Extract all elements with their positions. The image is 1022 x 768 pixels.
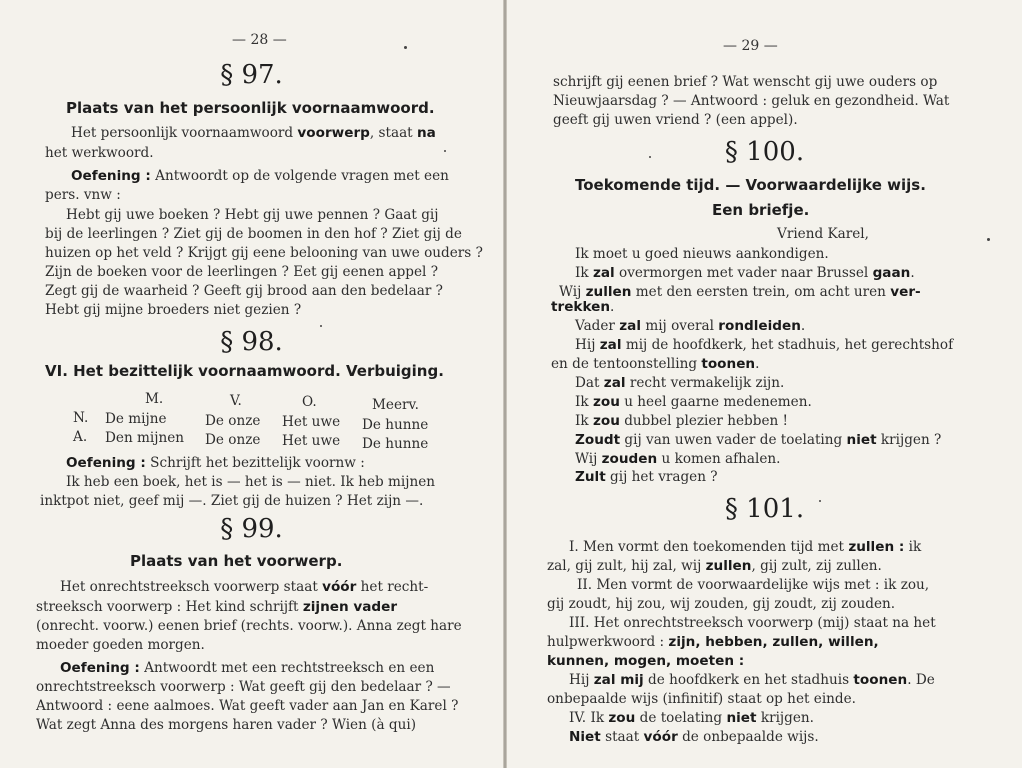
exercise-line: Zijn de boeken voor de leerlingen ? Eet gij eenen appel ?	[45, 264, 439, 280]
text-line: Hij zal mij de hoofdkerk, het stadhuis, het gerechtshof	[575, 337, 954, 353]
text-line: Dat zal recht vermakelijk zijn.	[575, 375, 785, 391]
ink-speck	[649, 156, 651, 158]
text-line: Wij zullen met den eersten trein, om acht uren ver-	[559, 284, 921, 300]
exercise-line: Oefening : Schrijft het bezittelijk voornw :	[66, 455, 365, 471]
section-99-heading: Plaats van het voorwerp.	[130, 552, 343, 570]
section-100-title: § 100.	[724, 137, 805, 167]
exercise-line: inktpot niet, geef mij —. Ziet gij de huizen ? Het zijn —.	[40, 493, 424, 509]
table-cell: A.	[73, 429, 88, 445]
exercise-line: Oefening : Antwoordt met een rechtstreeksch en een	[60, 660, 435, 676]
exercise-line: Wat zegt Anna des morgens haren vader ? Wien (à qui)	[36, 717, 417, 733]
rule-line: (onrecht. voorw.) eenen brief (rechts. voorw.). Anna zegt hare	[36, 618, 462, 634]
rule-line: Het onrechtstreeksch voorwerp staat vóór het recht-	[60, 579, 429, 595]
table-cell: De hunne	[362, 436, 429, 452]
text-line: Nieuwjaarsdag ? — Antwoord : geluk en gezondheid. Wat	[553, 93, 950, 109]
table-cell: Den mijnen	[105, 430, 185, 446]
rule-line: hulpwerkwoord : zijn, hebben, zullen, willen,	[547, 634, 879, 650]
section-99-title: § 99.	[220, 514, 283, 544]
rule-line: Het persoonlijk voornaamwoord voorwerp, staat na	[71, 125, 436, 141]
ink-speck	[404, 46, 407, 49]
table-header: M.	[145, 391, 164, 407]
table-cell: Het uwe	[282, 414, 341, 430]
rule-line: Niet staat vóór de onbepaalde wijs.	[569, 729, 819, 745]
section-100-subheading: Een briefje.	[712, 201, 810, 219]
text-line: schrijft gij eenen brief ? Wat wenscht gij uwe ouders op	[553, 74, 938, 90]
table-cell: N.	[73, 410, 89, 426]
exercise-line: Ik heb een boek, het is — het is — niet. Ik heb mijnen	[66, 474, 436, 490]
exercise-line: huizen op het veld ? Krijgt gij eene belooning van uwe ouders ?	[45, 245, 483, 261]
rule-line: moeder goeden morgen.	[36, 637, 205, 653]
rule-line: IV. Ik zou de toelating niet krijgen.	[569, 710, 814, 726]
rule-line: III. Het onrechtstreeksch voorwerp (mij) staat na het	[569, 615, 936, 631]
text-line: Ik moet u goed nieuws aankondigen.	[575, 246, 829, 262]
text-line: Zoudt gij van uwen vader de toelating niet krijgen ?	[575, 432, 942, 448]
exercise-line: bij de leerlingen ? Ziet gij de boomen in den hof ? Ziet gij de	[45, 226, 462, 242]
page-number: — 29 —	[723, 38, 778, 54]
ink-speck	[819, 500, 821, 502]
rule-line: Hij zal mij de hoofdkerk en het stadhuis toonen. De	[569, 672, 935, 688]
exercise-line: Antwoord : eene aalmoes. Wat geeft vader aan Jan en Karel ?	[36, 698, 459, 714]
rule-line: onbepaalde wijs (infinitif) staat op het einde.	[547, 691, 856, 707]
ink-speck	[444, 150, 446, 152]
ink-speck	[320, 325, 322, 327]
rule-line: kunnen, mogen, moeten :	[547, 653, 745, 669]
table-cell: Het uwe	[282, 433, 341, 449]
table-cell: De onze	[205, 413, 261, 429]
exercise-line: Oefening : Antwoordt op de volgende vragen met een	[71, 168, 449, 184]
exercise-line: pers. vnw :	[45, 187, 121, 203]
exercise-line: Hebt gij mijne broeders niet gezien ?	[45, 302, 302, 318]
exercise-line: Zegt gij de waarheid ? Geeft gij brood aan den bedelaar ?	[45, 283, 443, 299]
right-page	[507, 0, 1022, 768]
table-cell: De onze	[205, 432, 261, 448]
table-header: V.	[230, 393, 242, 409]
section-98-heading: VI. Het bezittelijk voornaamwoord. Verbuiging.	[45, 362, 444, 380]
table-cell: De mijne	[105, 411, 167, 427]
section-97-heading: Plaats van het persoonlijk voornaamwoord.	[66, 99, 435, 117]
text-line: en de tentoonstelling toonen.	[551, 356, 760, 372]
rule-line: II. Men vormt de voorwaardelijke wijs met : ik zou,	[577, 577, 930, 593]
rule-line: zal, gij zult, hij zal, wij zullen, gij zult, zij zullen.	[547, 558, 882, 574]
rule-line: streeksch voorwerp : Het kind schrijft zijnen vader	[36, 599, 398, 615]
rule-line: het werkwoord.	[45, 145, 154, 161]
section-101-title: § 101.	[724, 494, 805, 524]
text-line: Vriend Karel,	[777, 226, 869, 242]
text-line: Vader zal mij overal rondleiden.	[575, 318, 806, 334]
text-line: Wij zouden u komen afhalen.	[575, 451, 781, 467]
text-line: trekken.	[551, 299, 615, 315]
exercise-line: Hebt gij uwe boeken ? Hebt gij uwe pennen ? Gaat gij	[66, 207, 439, 223]
text-line: Ik zou u heel gaarne medenemen.	[575, 394, 812, 410]
text-line: Ik zal overmorgen met vader naar Brussel gaan.	[575, 265, 915, 281]
text-line: Zult gij het vragen ?	[575, 469, 718, 485]
text-line: geeft gij uwen vriend ? (een appel).	[553, 112, 798, 128]
left-page	[0, 0, 503, 768]
table-header: O.	[302, 394, 317, 410]
section-98-title: § 98.	[220, 327, 283, 357]
text-line: Ik zou dubbel plezier hebben !	[575, 413, 789, 429]
section-97-title: § 97.	[220, 60, 283, 90]
rule-line: I. Men vormt den toekomenden tijd met zullen : ik	[569, 539, 922, 555]
table-cell: De hunne	[362, 417, 429, 433]
ink-speck	[987, 238, 990, 241]
exercise-line: onrechtstreeksch voorwerp : Wat geeft gij den bedelaar ? —	[36, 679, 451, 695]
section-100-heading: Toekomende tijd. — Voorwaardelijke wijs.	[575, 176, 926, 194]
page-number: — 28 —	[232, 32, 287, 48]
rule-line: gij zoudt, hij zou, wij zouden, gij zoudt, zij zouden.	[547, 596, 896, 612]
table-header: Meerv.	[372, 397, 419, 413]
